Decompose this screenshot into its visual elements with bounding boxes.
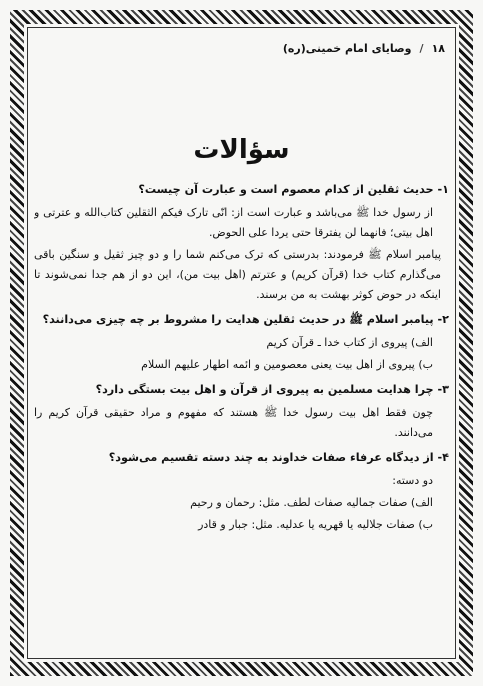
header-separator: / bbox=[419, 42, 424, 55]
answer-4-3: ب) صفات جلالیه یا قهریه یا عدلیه. مثل: جبار و قادر bbox=[198, 518, 433, 531]
answer-1-2: پیامبر اسلام ﷺ فرمودند: بدرستی که ترک می‌کنم شما را و دو چیز ثقیل و سنگین باقی می‌گذارم کتاب خدا (قرآن کریم) و عترتم (اهل بیت من)، این دو از هم جدا نمی‌شوند تا اینکه در حوض کوثر بهشت به من برسند. bbox=[34, 248, 441, 301]
book-title: وصایای امام خمینی(ره) bbox=[282, 42, 412, 55]
question-1: ۱- حدیث ثقلین از کدام معصوم است و عبارت آن چیست؟ bbox=[138, 183, 449, 196]
answer-3-1: چون فقط اهل بیت رسول خدا ﷺ هستند که مفهوم و مراد حقیقی قرآن کریم را می‌دانند. bbox=[34, 406, 433, 439]
answer-4-1: دو دسته: bbox=[392, 474, 433, 487]
page-number: ۱۸ bbox=[431, 42, 445, 55]
question-4: ۴- از دیدگاه عرفاء صفات خداوند به چند دسته تقسیم می‌شود؟ bbox=[108, 451, 449, 464]
answer-4-2: الف) صفات جمالیه صفات لطف. مثل: رحمان و رحیم bbox=[190, 496, 433, 509]
answer-1-1: از رسول خدا ﷺ می‌باشد و عبارت است از: انّی تارک فیکم الثقلین کتاب‌الله و عترتی و اهل بیتی؛ فانهما لن یفترقا حتی یردا علی الحوض. bbox=[34, 206, 433, 239]
page-content bbox=[34, 38, 449, 653]
page-title: سؤالات bbox=[193, 135, 290, 165]
answer-2-2: ب) پیروی از اهل بیت یعنی معصومین و ائمه اطهار علیهم السلام bbox=[141, 358, 433, 371]
question-3: ۳- چرا هدایت مسلمین به پیروی از قرآن و اهل بیت بستگی دارد؟ bbox=[95, 383, 449, 396]
question-2: ۲- پیامبر اسلام ﷺ در حدیث ثقلین هدایت را مشروط بر چه چیزی می‌دانند؟ bbox=[42, 313, 449, 326]
answer-2-1: الف) پیروی از کتاب خدا ـ قرآن کریم bbox=[266, 336, 433, 349]
running-header bbox=[34, 38, 449, 55]
